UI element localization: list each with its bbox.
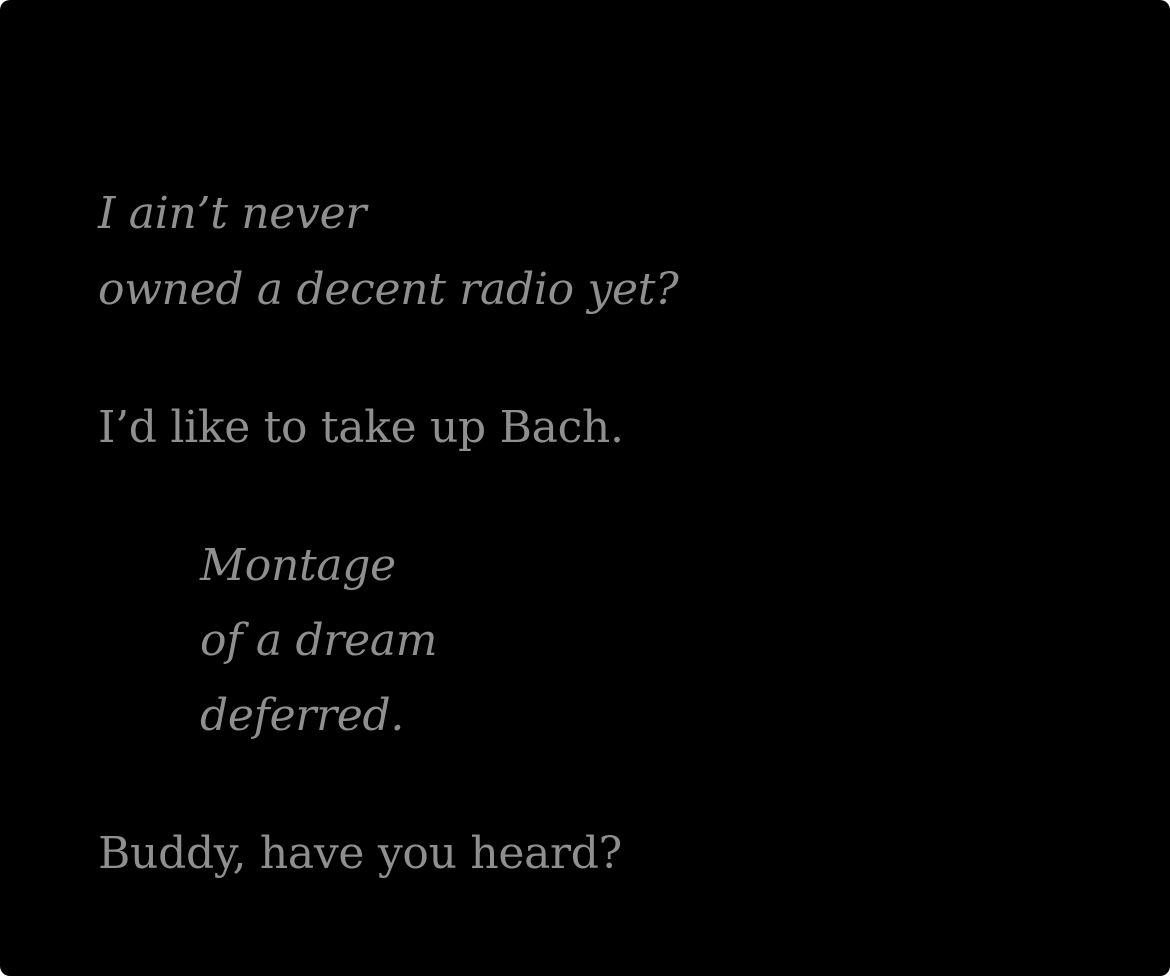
poem-line: owned a decent radio yet? <box>98 264 679 315</box>
poem-line: I’d like to take up Bach. <box>98 402 624 453</box>
poem-line: I ain’t never <box>98 188 367 239</box>
poem-line: Buddy, have you heard? <box>98 828 622 879</box>
poem-line: deferred. <box>200 690 405 741</box>
poem-line: Montage <box>200 540 396 591</box>
poem-line: of a dream <box>200 615 438 666</box>
